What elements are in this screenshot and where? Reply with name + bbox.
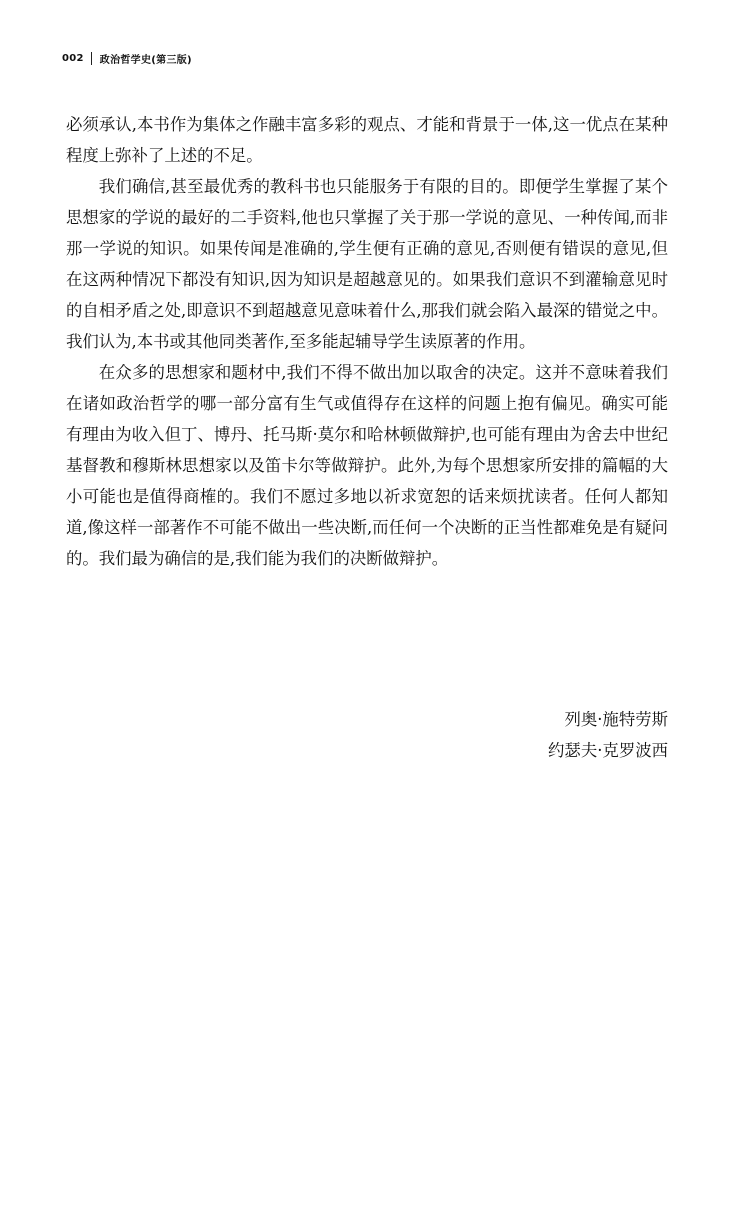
paragraph-continued: 必须承认,本书作为集体之作融丰富多彩的观点、才能和背景于一体,这一优点在某种程度上弥补了上述的不足。	[66, 115, 668, 165]
author-strauss: 列奥·施特劳斯	[564, 710, 668, 729]
page-number: 002	[62, 52, 84, 64]
running-header	[62, 50, 192, 66]
book-title: 政治哲学史(第三版)	[99, 54, 192, 66]
body-text	[66, 109, 668, 574]
signature-block	[548, 704, 668, 766]
paragraph-selection: 在众多的思想家和题材中,我们不得不做出加以取舍的决定。这并不意味着我们在诸如政治哲学的哪一部分富有生气或值得存在这样的问题上抱有偏见。确实可能有理由为收入但丁、博丹、托马斯·莫尔和哈林顿做辩护,也可能有理由为舍去中世纪基督教和穆斯林思想家以及笛卡尔等做辩护。此外,为每个思想家所安排的篇幅的大小可能也是值得商榷的。我们不愿过多地以祈求宽恕的话来烦扰读者。任何人都知道,像这样一部著作不可能不做出一些决断,而任何一个决断的正当性都难免是有疑问的。我们最为确信的是,我们能为我们的决断做辩护。	[66, 363, 668, 568]
author-cropsey: 约瑟夫·克罗波西	[548, 741, 668, 760]
paragraph-textbooks: 我们确信,甚至最优秀的教科书也只能服务于有限的目的。即便学生掌握了某个思想家的学说的最好的二手资料,他也只掌握了关于那一学说的意见、一种传闻,而非那一学说的知识。如果传闻是准确的,学生便有正确的意见,否则便有错误的意见,但在这两种情况下都没有知识,因为知识是超越意见的。如果我们意识不到灌输意见时的自相矛盾之处,即意识不到超越意见意味着什么,那我们就会陷入最深的错觉之中。我们认为,本书或其他同类著作,至多能起辅导学生读原著的作用。	[66, 177, 668, 351]
header-separator	[91, 52, 92, 65]
